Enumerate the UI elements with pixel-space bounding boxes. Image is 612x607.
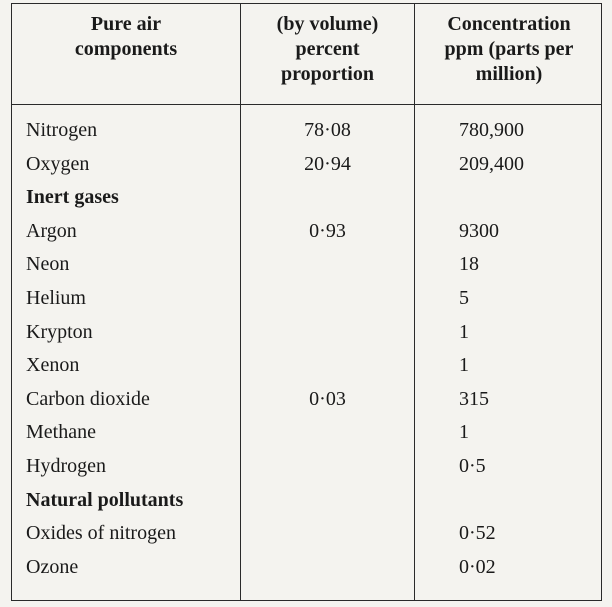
header-divider	[12, 104, 601, 105]
component-name: Neon	[26, 253, 70, 276]
section-heading: Inert gases	[26, 186, 119, 209]
air-composition-table	[11, 3, 602, 601]
percent-value	[241, 316, 414, 350]
percent-value	[241, 517, 414, 551]
table-row	[12, 551, 601, 585]
header-components: Pure air components	[74, 13, 178, 60]
component-name: Krypton	[26, 320, 93, 343]
table-row	[12, 416, 601, 450]
table-row	[12, 114, 601, 148]
component-name: Hydrogen	[26, 455, 106, 477]
percent-value	[241, 282, 414, 316]
table-row	[12, 215, 601, 249]
table-row	[12, 148, 601, 182]
section-heading-row	[12, 484, 601, 518]
percent-value	[241, 450, 414, 484]
table-row	[12, 517, 601, 551]
header-percent: (by volume) percent proportion	[276, 13, 379, 85]
component-name: Argon	[26, 219, 77, 242]
percent-value	[241, 416, 414, 450]
component-name: Methane	[26, 421, 96, 444]
component-name: Carbon dioxide	[26, 387, 150, 410]
component-name: Helium	[26, 287, 86, 309]
section-heading: Natural pollutants	[26, 488, 184, 511]
table-row	[12, 316, 601, 350]
table-row	[12, 450, 601, 484]
component-name: Ozone	[26, 555, 79, 578]
table-row	[12, 383, 601, 417]
ppm-value: 209,400	[459, 152, 524, 175]
percent-value: 78·08	[304, 119, 351, 141]
section-heading-row	[12, 181, 601, 215]
ppm-value: 9300	[459, 219, 499, 242]
table-row	[12, 248, 601, 282]
ppm-value: 18	[459, 253, 479, 276]
header-ppm: Concentration ppm (parts per million)	[444, 13, 574, 85]
percent-value: 0·93	[309, 219, 346, 242]
percent-value	[241, 349, 414, 383]
component-name: Nitrogen	[26, 119, 98, 141]
ppm-value: 0·5	[459, 455, 486, 477]
component-name: Oxides of nitrogen	[26, 522, 176, 545]
table-row	[12, 282, 601, 316]
ppm-value: 1	[459, 421, 469, 444]
ppm-value: 0·02	[459, 555, 496, 578]
table-row	[12, 349, 601, 383]
percent-value: 0·03	[309, 387, 346, 410]
ppm-value: 1	[459, 320, 469, 343]
ppm-value: 780,900	[459, 119, 524, 141]
percent-value	[241, 248, 414, 282]
ppm-value: 5	[459, 287, 469, 309]
percent-value: 20·94	[304, 152, 351, 175]
component-name: Xenon	[26, 354, 80, 377]
ppm-value: 0·52	[459, 522, 496, 545]
ppm-value: 1	[459, 354, 469, 377]
component-name: Oxygen	[26, 152, 90, 175]
percent-value	[241, 551, 414, 585]
ppm-value: 315	[459, 387, 489, 410]
